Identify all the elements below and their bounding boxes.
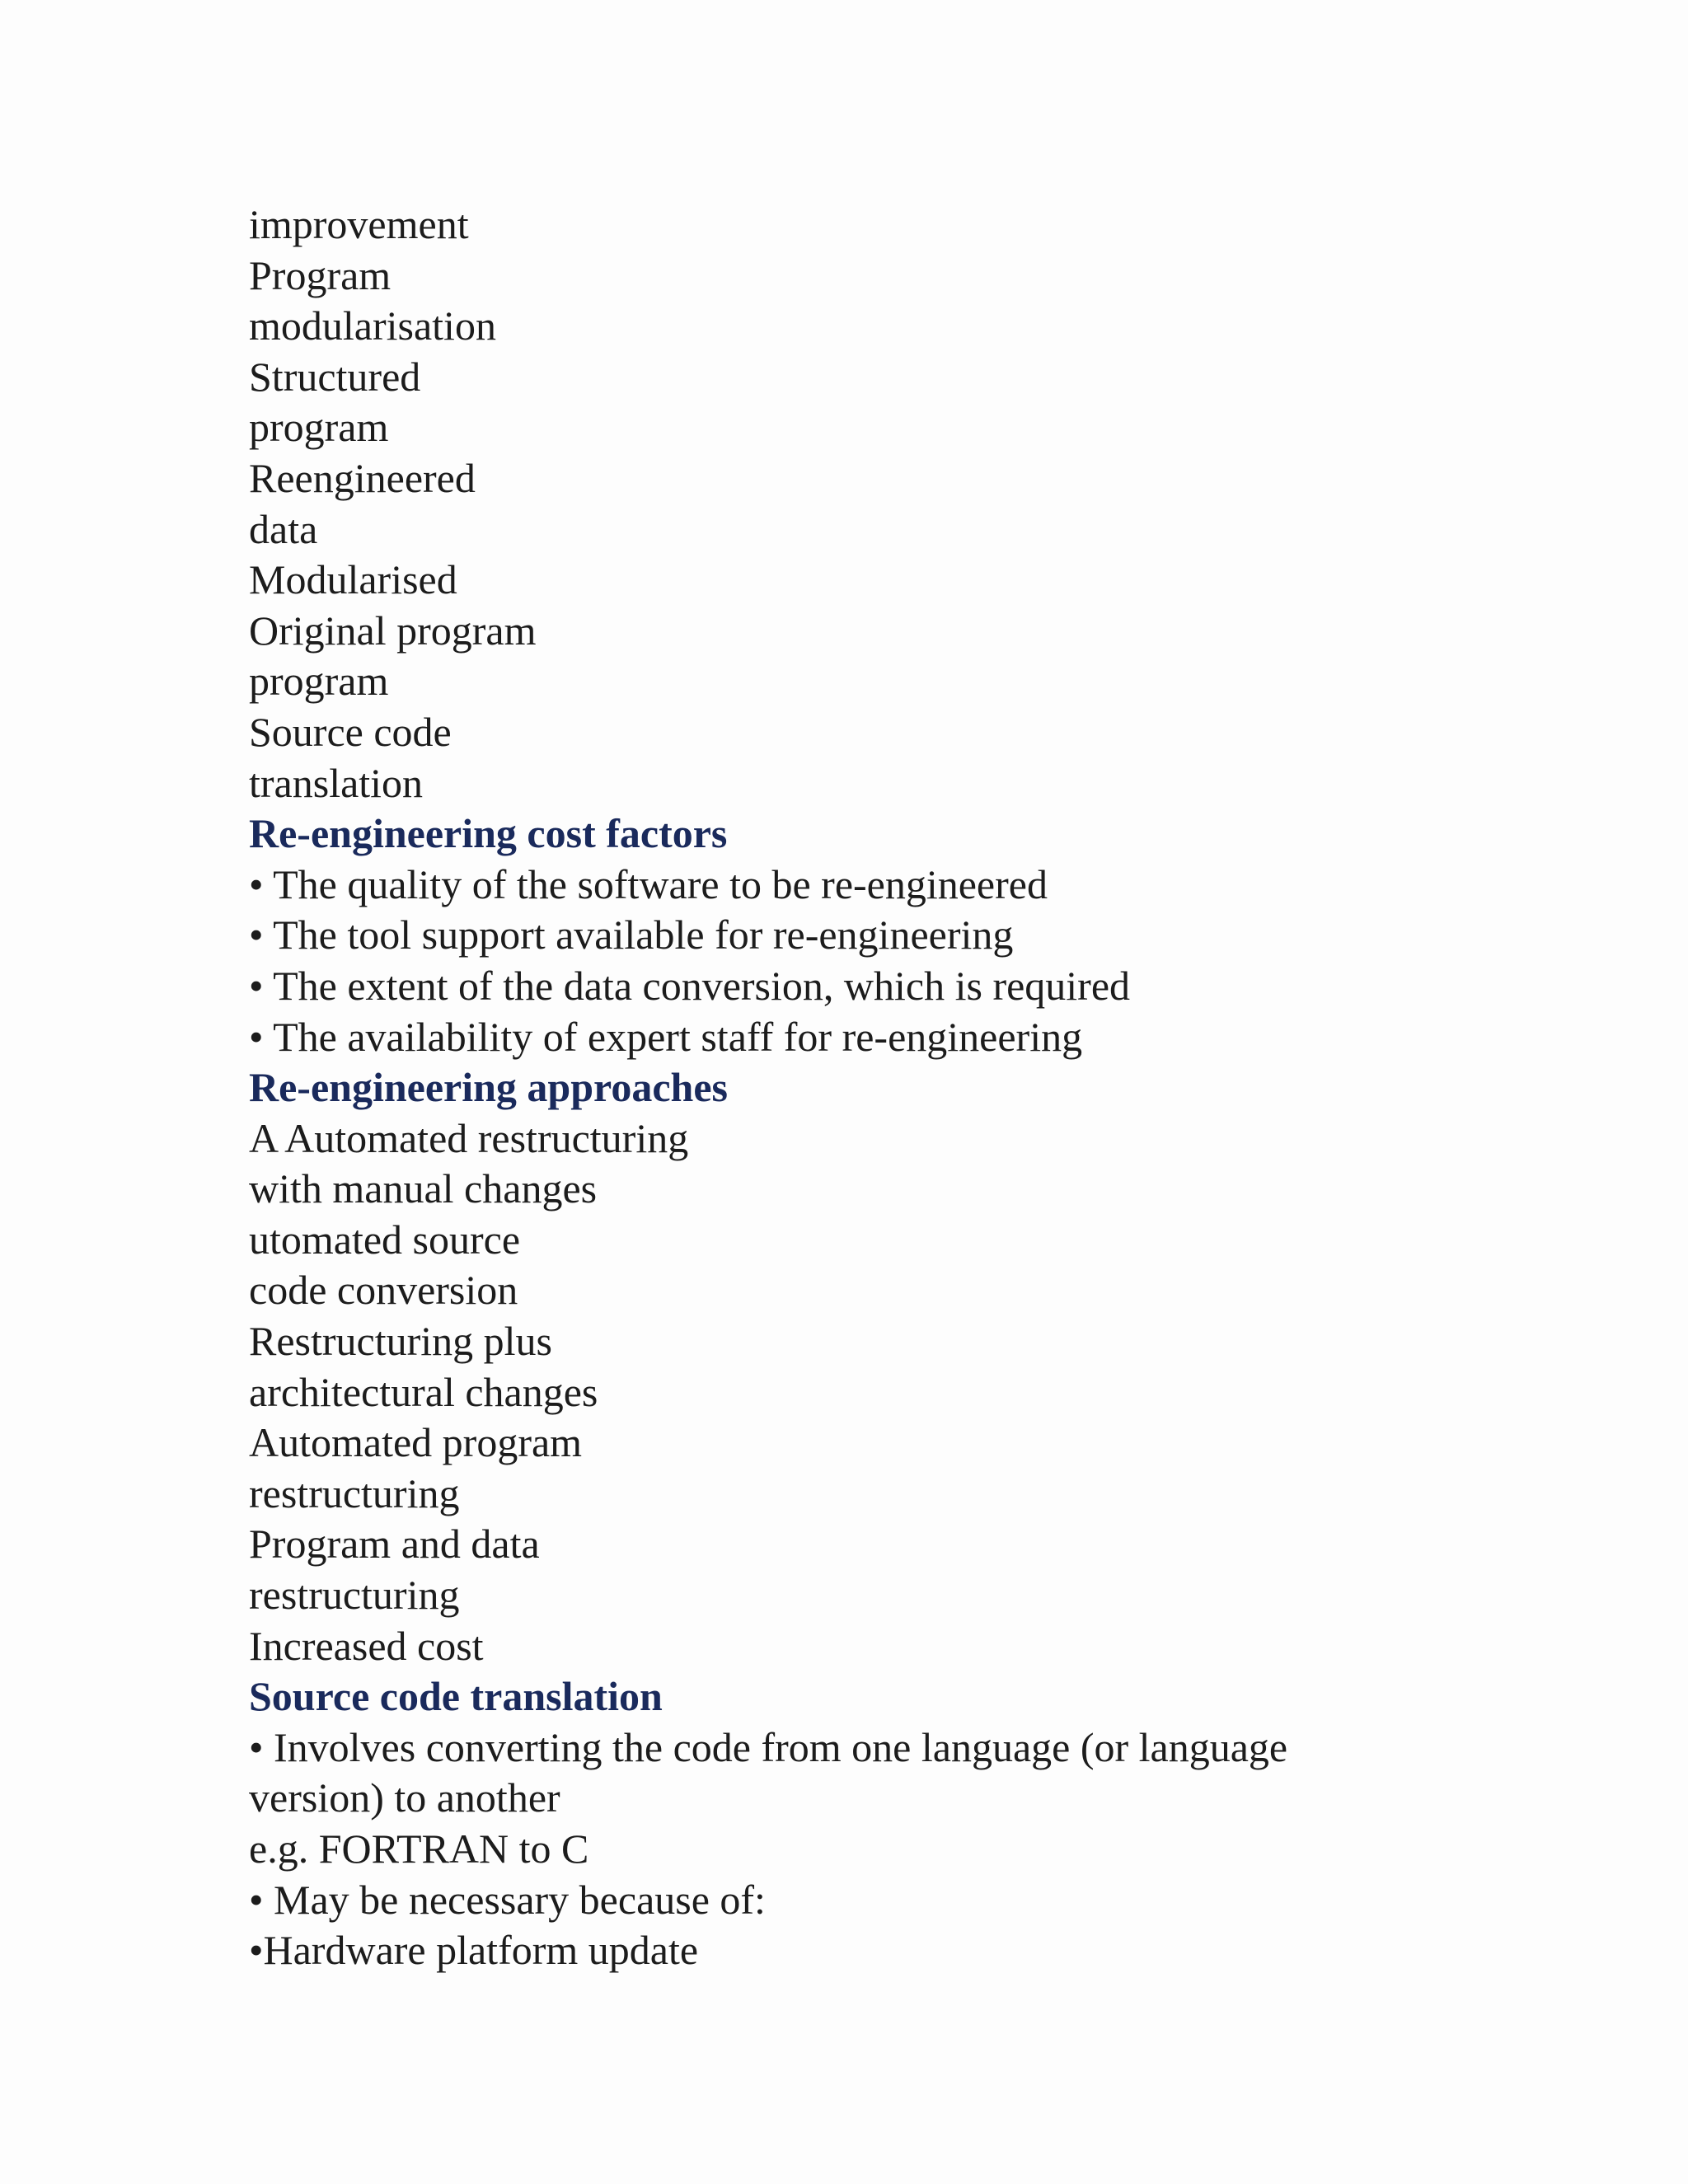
- diagram-label: Structured: [249, 353, 421, 400]
- section-heading-source-code-translation: Source code translation: [249, 1673, 663, 1720]
- bullet-item: • The tool support available for re-engineering: [249, 912, 1014, 958]
- bullet-item: • The quality of the software to be re-engineered: [249, 860, 1048, 907]
- section-heading-approaches: Re-engineering approaches: [249, 1064, 728, 1111]
- diagram-label: data: [249, 505, 318, 552]
- diagram-label: modularisation: [249, 302, 496, 349]
- approach-line: architectural changes: [249, 1368, 598, 1415]
- approach-line: Restructuring plus: [249, 1318, 553, 1365]
- body-line: e.g. FORTRAN to C: [249, 1825, 589, 1872]
- approach-line: code conversion: [249, 1267, 518, 1314]
- diagram-label: Original program: [249, 607, 537, 654]
- approach-line: Increased cost: [249, 1622, 484, 1669]
- approach-line: restructuring: [249, 1572, 460, 1619]
- approach-line: Program and data: [249, 1521, 540, 1568]
- diagram-label: program: [249, 404, 389, 451]
- diagram-label: Source code: [249, 708, 452, 755]
- body-line: •Hardware platform update: [249, 1927, 699, 1974]
- body-line: version) to another: [249, 1774, 560, 1821]
- bullet-item: • The availability of expert staff for re-engineering: [249, 1013, 1083, 1060]
- bullet-item: • The extent of the data conversion, which is required: [249, 962, 1131, 1009]
- diagram-label: Program: [249, 251, 392, 298]
- approach-line: A Automated restructuring: [249, 1114, 689, 1161]
- approach-line: with manual changes: [249, 1165, 598, 1212]
- approach-line: Automated program: [249, 1419, 583, 1466]
- approach-line: utomated source: [249, 1216, 521, 1263]
- body-line: • Involves converting the code from one language (or language: [249, 1723, 1288, 1770]
- approach-line: restructuring: [249, 1469, 460, 1516]
- body-line: • May be necessary because of:: [249, 1876, 766, 1923]
- diagram-label: Reengineered: [249, 454, 476, 501]
- page-content: [249, 199, 1485, 1976]
- diagram-label: program: [249, 658, 389, 705]
- diagram-label: Modularised: [249, 556, 457, 603]
- diagram-label: translation: [249, 759, 424, 806]
- diagram-label: improvement: [249, 201, 469, 247]
- section-heading-cost-factors: Re-engineering cost factors: [249, 810, 728, 857]
